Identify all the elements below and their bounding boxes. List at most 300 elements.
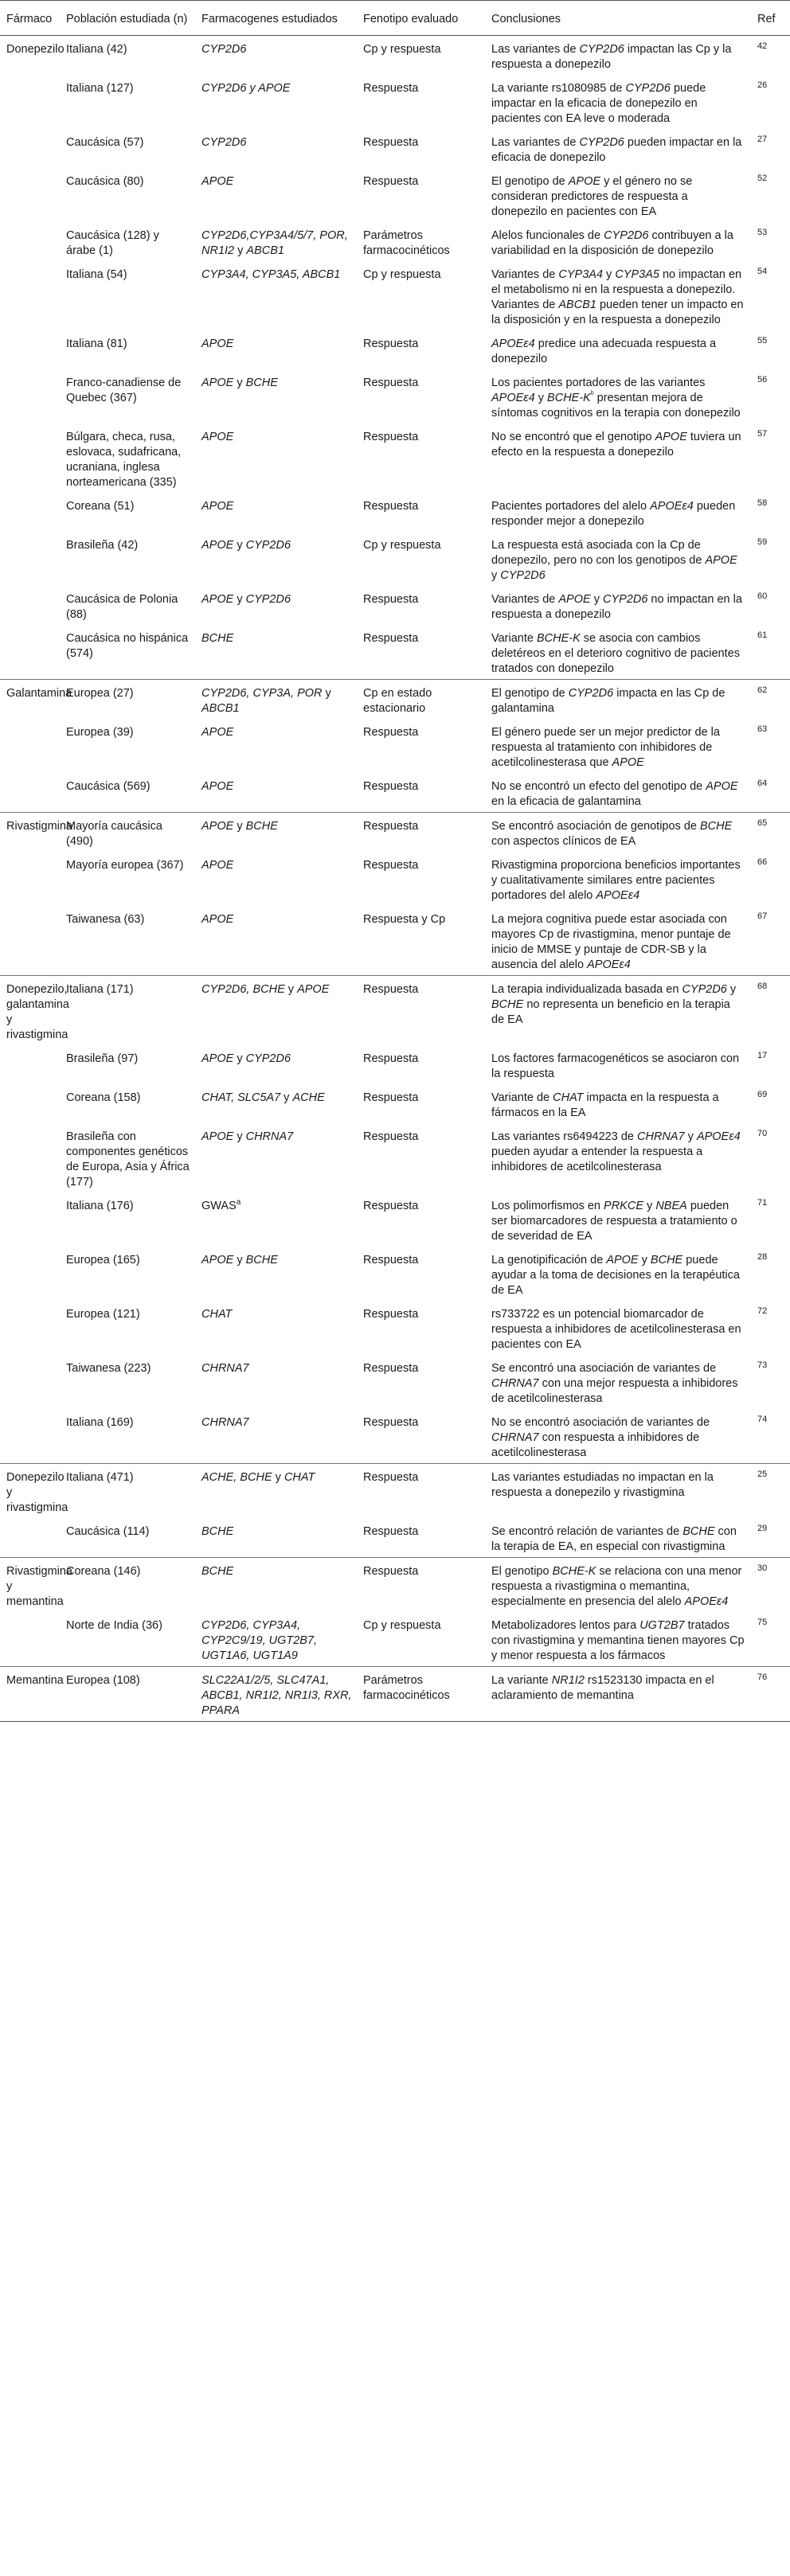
text-run: pueden ser biomarcadores de respuesta a tratamiento o de severidad de EA bbox=[491, 1200, 737, 1243]
text-run: APOEε4 bbox=[696, 1130, 741, 1143]
conclusion-cell bbox=[485, 1667, 751, 1722]
text-run: ACHE, BCHE bbox=[201, 1471, 272, 1484]
table-row bbox=[0, 1301, 790, 1355]
conclusion-cell bbox=[485, 168, 751, 222]
ref-cell: 56 bbox=[757, 375, 768, 384]
ref-cell: 53 bbox=[757, 228, 768, 237]
conclusion-cell bbox=[485, 1301, 751, 1355]
text-run: CYP2D6 y APOE bbox=[201, 82, 291, 95]
text-run: CYP2D6 bbox=[602, 593, 648, 606]
table-row bbox=[0, 75, 790, 129]
header-genes: Farmacogenes estudiados bbox=[195, 1, 357, 36]
conclusion-cell bbox=[485, 1464, 751, 1519]
text-run: APOE bbox=[201, 726, 234, 739]
population-cell: Caucásica de Polonia (88) bbox=[66, 593, 178, 621]
text-run: Variantes de bbox=[491, 593, 559, 606]
text-run: NBEA bbox=[655, 1200, 687, 1212]
table-row bbox=[0, 261, 790, 330]
phenotype-cell: Respuesta bbox=[363, 82, 419, 95]
text-run: CYP2D6, CYP3A, POR bbox=[201, 687, 323, 700]
table-row bbox=[0, 1192, 790, 1247]
phenotype-cell: Respuesta bbox=[363, 593, 419, 606]
text-run: CHRNA7 bbox=[637, 1130, 685, 1143]
text-run: El género puede ser un mejor predictor de la respuesta al tratamiento con inhibidores de acetilcolinesterasa que bbox=[491, 726, 720, 769]
text-run: CYP2D6 bbox=[245, 539, 291, 552]
phenotype-cell: Respuesta bbox=[363, 1254, 419, 1267]
text-run: APOE bbox=[201, 338, 234, 350]
drug-cell bbox=[0, 1192, 60, 1247]
text-run: ACHE bbox=[292, 1091, 325, 1104]
table-row bbox=[0, 222, 790, 261]
phenotype-cell: Cp y respuesta bbox=[363, 539, 441, 552]
conclusion-cell bbox=[485, 75, 751, 129]
text-run: no impactan en el metabolismo ni en la respuesta a donepezilo. Variantes de bbox=[491, 268, 742, 311]
text-run: no representa un beneficio en la terapia de EA bbox=[491, 998, 730, 1026]
phenotype-cell: Respuesta bbox=[363, 632, 419, 645]
text-run: BCHE bbox=[201, 1565, 234, 1578]
conclusion-cell bbox=[485, 906, 751, 976]
genes-cell bbox=[195, 1612, 357, 1667]
text-run: y bbox=[322, 687, 331, 700]
genes-cell bbox=[195, 423, 357, 493]
text-run: El genotipo de bbox=[491, 175, 569, 188]
table-row bbox=[0, 852, 790, 906]
population-cell: Europea (39) bbox=[66, 726, 134, 739]
text-run: y bbox=[272, 1471, 284, 1484]
phenotype-cell: Respuesta bbox=[357, 813, 485, 853]
table-row bbox=[0, 906, 790, 976]
drug-cell: Memantina bbox=[0, 1667, 60, 1722]
ref-cell: 59 bbox=[757, 537, 768, 547]
ref-cell: 62 bbox=[751, 680, 790, 720]
text-run: BCHE bbox=[700, 820, 733, 833]
ref-cell: 61 bbox=[757, 630, 768, 640]
text-run: y bbox=[726, 983, 737, 996]
genes-cell bbox=[195, 1045, 357, 1084]
text-run: BCHE bbox=[650, 1254, 683, 1267]
genes-cell bbox=[195, 1464, 357, 1519]
genes-cell bbox=[195, 680, 357, 720]
table-row bbox=[0, 330, 790, 369]
text-run: No se encontró asociación de variantes de bbox=[491, 1416, 710, 1429]
ref-cell: 28 bbox=[757, 1252, 768, 1262]
text-run: La variante rs1080985 de bbox=[491, 82, 626, 95]
text-run: No se encontró que el genotipo bbox=[491, 431, 655, 443]
ref-cell: 65 bbox=[751, 813, 790, 853]
text-run: BCHE bbox=[201, 632, 234, 645]
text-run: con una mejor respuesta a inhibidores de acetilcolinesterasa bbox=[491, 1377, 738, 1405]
conclusion-cell bbox=[485, 625, 751, 680]
table-row bbox=[0, 773, 790, 813]
phenotype-cell: Respuesta y Cp bbox=[363, 913, 446, 926]
text-run: CYP3A4 bbox=[558, 268, 603, 281]
ref-cell: 29 bbox=[757, 1524, 768, 1533]
text-run: BCHE bbox=[245, 1254, 278, 1267]
text-run: y bbox=[534, 392, 548, 404]
text-run: APOE bbox=[568, 175, 601, 188]
genes-cell bbox=[195, 493, 357, 532]
text-run: CHRNA7 bbox=[201, 1416, 249, 1429]
text-run: Variante bbox=[491, 632, 537, 645]
text-run: APOE bbox=[297, 983, 330, 996]
phenotype-cell: Respuesta bbox=[363, 1525, 419, 1538]
text-run: CYP3A5 bbox=[615, 268, 659, 281]
drug-cell bbox=[0, 1045, 60, 1084]
population-cell: Brasileña con componentes genéticos de Europa, Asia y África (177) bbox=[66, 1130, 190, 1188]
text-run: APOEε4 bbox=[596, 889, 640, 902]
text-run: APOE bbox=[201, 913, 234, 926]
drug-cell bbox=[0, 852, 60, 906]
genes-cell bbox=[195, 1409, 357, 1464]
text-run: y bbox=[234, 244, 247, 257]
conclusion-cell bbox=[485, 1123, 751, 1192]
text-run: Las variantes estudiadas no impactan en la respuesta a donepezilo y rivastigmina bbox=[491, 1471, 714, 1499]
text-run: APOE bbox=[612, 756, 644, 769]
text-run: El genotipo bbox=[491, 1565, 553, 1578]
phenotype-cell: Respuesta bbox=[363, 136, 419, 149]
text-run: rs733722 es un potencial biomarcador de respuesta a inhibidores de acetilcolinesterasa en pacientes con EA bbox=[491, 1308, 741, 1351]
drug-cell bbox=[0, 586, 60, 625]
conclusion-cell bbox=[485, 852, 751, 906]
text-run: no impactan en la respuesta a donepezilo bbox=[491, 593, 742, 621]
drug-cell: Galantamina bbox=[0, 680, 60, 720]
conclusion-cell bbox=[485, 1409, 751, 1464]
drug-cell bbox=[0, 330, 60, 369]
phenotype-cell: Respuesta bbox=[357, 1464, 485, 1519]
ref-cell: 67 bbox=[757, 911, 768, 921]
text-run: Se encontró una asociación de variantes de bbox=[491, 1362, 717, 1375]
text-run: Variante de bbox=[491, 1091, 553, 1104]
ref-cell: 68 bbox=[751, 976, 790, 1046]
conclusion-cell bbox=[485, 1084, 751, 1123]
text-run: CYP2D6 bbox=[625, 82, 671, 95]
phenotype-cell: Respuesta bbox=[363, 1200, 419, 1212]
text-run: CYP2D6, CYP3A4, CYP2C9/19, UGT2B7, UGT1A6, UGT1A9 bbox=[201, 1619, 318, 1662]
drug-cell bbox=[0, 261, 60, 330]
genes-cell bbox=[195, 773, 357, 813]
text-run: Se encontró relación de variantes de bbox=[491, 1525, 683, 1538]
text-run: y bbox=[233, 593, 246, 606]
text-run: APOEε4 bbox=[587, 958, 631, 971]
text-run: BCHE bbox=[682, 1525, 715, 1538]
text-run: CHAT bbox=[553, 1091, 584, 1104]
population-cell: Coreana (146) bbox=[60, 1558, 195, 1613]
table-row bbox=[0, 719, 790, 773]
text-run: CYP2D6 bbox=[245, 1052, 291, 1065]
table-row bbox=[0, 976, 790, 1046]
text-run: APOE bbox=[558, 593, 591, 606]
text-run: CHAT bbox=[284, 1471, 315, 1484]
text-run: CYP2D6 bbox=[568, 687, 614, 700]
genes-cell bbox=[195, 1247, 357, 1301]
text-run: CHRNA7 bbox=[491, 1431, 539, 1444]
text-run: ᵇ bbox=[590, 390, 594, 400]
phenotype-cell: Respuesta bbox=[363, 500, 419, 513]
conclusion-cell bbox=[485, 36, 751, 76]
conclusion-cell bbox=[485, 222, 751, 261]
genes-cell bbox=[195, 1301, 357, 1355]
table-row bbox=[0, 1247, 790, 1301]
phenotype-cell: Respuesta bbox=[363, 377, 419, 389]
text-run: con aspectos clínicos de EA bbox=[491, 835, 636, 848]
ref-cell: 17 bbox=[757, 1051, 768, 1060]
drug-cell bbox=[0, 369, 60, 423]
phenotype-cell: Respuesta bbox=[363, 1362, 419, 1375]
conclusion-cell bbox=[485, 493, 751, 532]
text-run: UGT2B7 bbox=[639, 1619, 685, 1632]
text-run: impacta en las Cp de galantamina bbox=[491, 687, 725, 715]
text-run: APOE bbox=[201, 431, 234, 443]
phenotype-cell: Respuesta bbox=[357, 976, 485, 1046]
header-conclusions: Conclusiones bbox=[485, 1, 751, 36]
text-run: APOE bbox=[201, 780, 234, 793]
genes-cell bbox=[195, 1355, 357, 1409]
table-row bbox=[0, 1518, 790, 1558]
conclusion-cell bbox=[485, 1247, 751, 1301]
text-run: Los factores farmacogenéticos se asociaron con la respuesta bbox=[491, 1052, 740, 1080]
text-run: APOE bbox=[201, 377, 234, 389]
genes-cell bbox=[195, 1123, 357, 1192]
text-run: APOE bbox=[606, 1254, 639, 1267]
header-population: Población estudiada (n) bbox=[60, 1, 195, 36]
text-run: APOE bbox=[655, 431, 687, 443]
drug-cell bbox=[0, 625, 60, 680]
ref-cell: 25 bbox=[751, 1464, 790, 1519]
text-run: Las variantes de bbox=[491, 43, 580, 56]
text-run: CHRNA7 bbox=[491, 1377, 539, 1390]
ref-cell: 27 bbox=[757, 135, 768, 144]
population-cell: Italiana (169) bbox=[66, 1416, 134, 1429]
table-row bbox=[0, 532, 790, 586]
text-run: CYP2D6,CYP3A4/5/7, POR, NR1I2 bbox=[201, 229, 348, 257]
drug-cell bbox=[0, 1084, 60, 1123]
population-cell: Mayoría caucásica (490) bbox=[60, 813, 195, 853]
text-run: y bbox=[284, 983, 298, 996]
text-run: APOEε4 bbox=[684, 1595, 729, 1608]
text-run: CYP2D6, BCHE bbox=[201, 983, 285, 996]
drug-cell bbox=[0, 129, 60, 168]
table-row bbox=[0, 1464, 790, 1519]
text-run: y bbox=[590, 593, 603, 606]
drug-cell bbox=[0, 773, 60, 813]
drug-cell: Rivastigmina bbox=[0, 813, 60, 853]
conclusion-cell bbox=[485, 1355, 751, 1409]
drug-cell bbox=[0, 1123, 60, 1192]
text-run: se asocia con cambios deletéreos en el deterioro cognitivo de pacientes tratados con donepezilo bbox=[491, 632, 740, 675]
text-run: y bbox=[491, 569, 501, 582]
text-run: La terapia individualizada basada en bbox=[491, 983, 682, 996]
text-run: La variante bbox=[491, 1674, 552, 1687]
population-cell: Caucásica no hispánica (574) bbox=[66, 632, 189, 660]
text-run: BCHE bbox=[245, 820, 278, 833]
table-row bbox=[0, 680, 790, 720]
ref-cell: 55 bbox=[757, 336, 768, 345]
phenotype-cell: Respuesta bbox=[363, 1308, 419, 1321]
genes-cell bbox=[195, 1667, 357, 1722]
conclusion-cell bbox=[485, 1045, 751, 1084]
ref-cell: 74 bbox=[757, 1415, 768, 1424]
phenotype-cell: Respuesta bbox=[363, 431, 419, 443]
text-run: puede impactar en la eficacia de donepezilo en pacientes con EA leve o moderada bbox=[491, 82, 706, 125]
phenotype-cell: Cp en estado estacionario bbox=[357, 680, 485, 720]
population-cell: Italiana (81) bbox=[66, 338, 127, 350]
header-phenotype: Fenotipo evaluado bbox=[357, 1, 485, 36]
text-run: APOE bbox=[201, 593, 234, 606]
phenotype-cell: Respuesta bbox=[363, 780, 419, 793]
text-run: tuviera un efecto en la respuesta a donepezilo bbox=[491, 431, 741, 459]
conclusion-cell bbox=[485, 129, 751, 168]
table-row bbox=[0, 1045, 790, 1084]
text-run: y bbox=[603, 268, 616, 281]
population-cell: Caucásica (114) bbox=[66, 1525, 150, 1538]
text-run: La respuesta está asociada con la Cp de donepezilo, pero no con los genotipos de bbox=[491, 539, 706, 567]
genes-cell bbox=[195, 625, 357, 680]
conclusion-cell bbox=[485, 680, 751, 720]
text-run: APOEε4 bbox=[491, 338, 535, 350]
conclusion-cell bbox=[485, 1518, 751, 1558]
phenotype-cell: Respuesta bbox=[363, 175, 419, 188]
genes-cell bbox=[195, 261, 357, 330]
genes-cell bbox=[195, 586, 357, 625]
drug-cell bbox=[0, 1355, 60, 1409]
population-cell: Caucásica (80) bbox=[66, 175, 144, 188]
text-run: y bbox=[233, 1130, 246, 1143]
text-run: con la terapia de EA, en especial con rivastigmina bbox=[491, 1525, 737, 1553]
genes-cell bbox=[195, 976, 357, 1046]
phenotype-cell: Cp y respuesta bbox=[357, 36, 485, 76]
text-run: APOE bbox=[705, 554, 737, 567]
text-run: Los pacientes portadores de las variantes bbox=[491, 377, 706, 389]
ref-cell: 64 bbox=[757, 779, 768, 788]
text-run: y bbox=[684, 1130, 697, 1143]
genes-cell bbox=[195, 168, 357, 222]
population-cell: Europea (121) bbox=[66, 1308, 140, 1321]
genes-cell bbox=[195, 813, 357, 853]
ref-cell: 58 bbox=[757, 498, 768, 508]
ref-cell: 57 bbox=[757, 429, 768, 439]
drug-cell: Donepezilo bbox=[0, 36, 60, 76]
population-cell: Brasileña (97) bbox=[66, 1052, 139, 1065]
ref-cell: 30 bbox=[751, 1558, 790, 1613]
drug-cell bbox=[0, 532, 60, 586]
text-run: y bbox=[233, 1052, 246, 1065]
text-run: La mejora cognitiva puede estar asociada con mayores Cp de rivastigmina, menor puntaje de inicio de MMSE y puntaje de CDR-SB y la ausencia del alelo bbox=[491, 913, 731, 971]
population-cell: Caucásica (57) bbox=[66, 136, 144, 149]
genes-cell bbox=[195, 36, 357, 76]
population-cell: Taiwanesa (63) bbox=[66, 913, 145, 926]
population-cell: Búlgara, checa, rusa, eslovaca, sudafricana, ucraniana, inglesa norteamericana (335) bbox=[66, 431, 182, 489]
drug-cell bbox=[0, 168, 60, 222]
ref-cell: 70 bbox=[757, 1129, 768, 1138]
ref-cell: 54 bbox=[757, 267, 768, 276]
table-row bbox=[0, 1123, 790, 1192]
text-run: CYP2D6 bbox=[682, 983, 727, 996]
genes-cell bbox=[195, 129, 357, 168]
text-run: Metabolizadores lentos para bbox=[491, 1619, 640, 1632]
text-run: en la eficacia de galantamina bbox=[491, 795, 641, 808]
population-cell: Coreana (51) bbox=[66, 500, 135, 513]
phenotype-cell: Respuesta bbox=[357, 1558, 485, 1613]
conclusion-cell bbox=[485, 261, 751, 330]
text-run: BCHE bbox=[491, 998, 524, 1011]
population-cell: Europea (27) bbox=[60, 680, 195, 720]
conclusion-cell bbox=[485, 976, 751, 1046]
drug-cell bbox=[0, 75, 60, 129]
genes-cell bbox=[195, 1558, 357, 1613]
text-run: y el género no se consideran predictores de respuesta a donepezilo en pacientes con EA bbox=[491, 175, 693, 218]
text-run: CHRNA7 bbox=[201, 1362, 249, 1375]
population-cell: Mayoría europea (367) bbox=[66, 859, 184, 872]
genes-cell bbox=[195, 1192, 357, 1247]
text-run: CHAT, SLC5A7 bbox=[201, 1091, 281, 1104]
genes-cell bbox=[195, 1518, 357, 1558]
ref-cell: 52 bbox=[757, 174, 768, 183]
ref-cell: 72 bbox=[757, 1306, 768, 1316]
population-cell: Coreana (158) bbox=[66, 1091, 141, 1104]
text-run: y bbox=[638, 1254, 651, 1267]
genes-cell bbox=[195, 532, 357, 586]
table-row bbox=[0, 1355, 790, 1409]
text-run: y bbox=[233, 377, 246, 389]
text-run: Las variantes de bbox=[491, 136, 580, 149]
text-run: La genotipificación de bbox=[491, 1254, 607, 1267]
text-run: Se encontró asociación de genotipos de bbox=[491, 820, 700, 833]
population-cell: Italiana (42) bbox=[60, 36, 195, 76]
text-run: rs1523130 impacta en el aclaramiento de memantina bbox=[491, 1674, 714, 1702]
population-cell: Brasileña (42) bbox=[66, 539, 139, 552]
text-run: CYP2D6 bbox=[579, 136, 624, 149]
drug-cell bbox=[0, 493, 60, 532]
text-run: ABCB1 bbox=[246, 244, 284, 257]
text-run: BCHE-K bbox=[536, 632, 581, 645]
population-cell: Europea (108) bbox=[60, 1667, 195, 1722]
text-run: y bbox=[643, 1200, 656, 1212]
text-run: APOEε4 bbox=[491, 392, 535, 404]
table-row bbox=[0, 369, 790, 423]
text-run: impacta en la respuesta a fármacos en la EA bbox=[491, 1091, 719, 1119]
text-run: pueden ayudar a entender la respuesta a inhibidores de acetilcolinesterasa bbox=[491, 1146, 703, 1173]
table-row bbox=[0, 813, 790, 853]
population-cell: Italiana (54) bbox=[66, 268, 127, 281]
table-row bbox=[0, 423, 790, 493]
phenotype-cell: Respuesta bbox=[363, 338, 419, 350]
table-row bbox=[0, 493, 790, 532]
genes-cell bbox=[195, 1084, 357, 1123]
text-run: y bbox=[233, 1254, 246, 1267]
table-body bbox=[0, 36, 790, 1722]
genes-cell bbox=[195, 719, 357, 773]
header-drug: Fármaco bbox=[0, 1, 60, 36]
text-run: BCHE-K bbox=[547, 392, 591, 404]
text-run: APOE bbox=[201, 1052, 234, 1065]
text-run: Alelos funcionales de bbox=[491, 229, 604, 242]
phenotype-cell: Respuesta bbox=[363, 1416, 419, 1429]
table-row bbox=[0, 586, 790, 625]
text-run: El genotipo de bbox=[491, 687, 569, 700]
text-run: predice una adecuada respuesta a donepezilo bbox=[491, 338, 717, 365]
text-run: CYP2D6 bbox=[245, 593, 291, 606]
text-run: PRKCE bbox=[604, 1200, 643, 1212]
text-run: impactan las Cp y la respuesta a donepezilo bbox=[491, 43, 732, 71]
conclusion-cell bbox=[485, 532, 751, 586]
text-run: CYP2D6 bbox=[604, 229, 649, 242]
ref-cell: 75 bbox=[757, 1618, 768, 1627]
ref-cell: 76 bbox=[751, 1667, 790, 1722]
text-run: CYP2D6 bbox=[201, 43, 247, 56]
text-run: presentan mejora de síntomas cognitivos en la terapia con donepezilo bbox=[491, 392, 741, 420]
conclusion-cell bbox=[485, 330, 751, 369]
genes-cell bbox=[195, 906, 357, 976]
